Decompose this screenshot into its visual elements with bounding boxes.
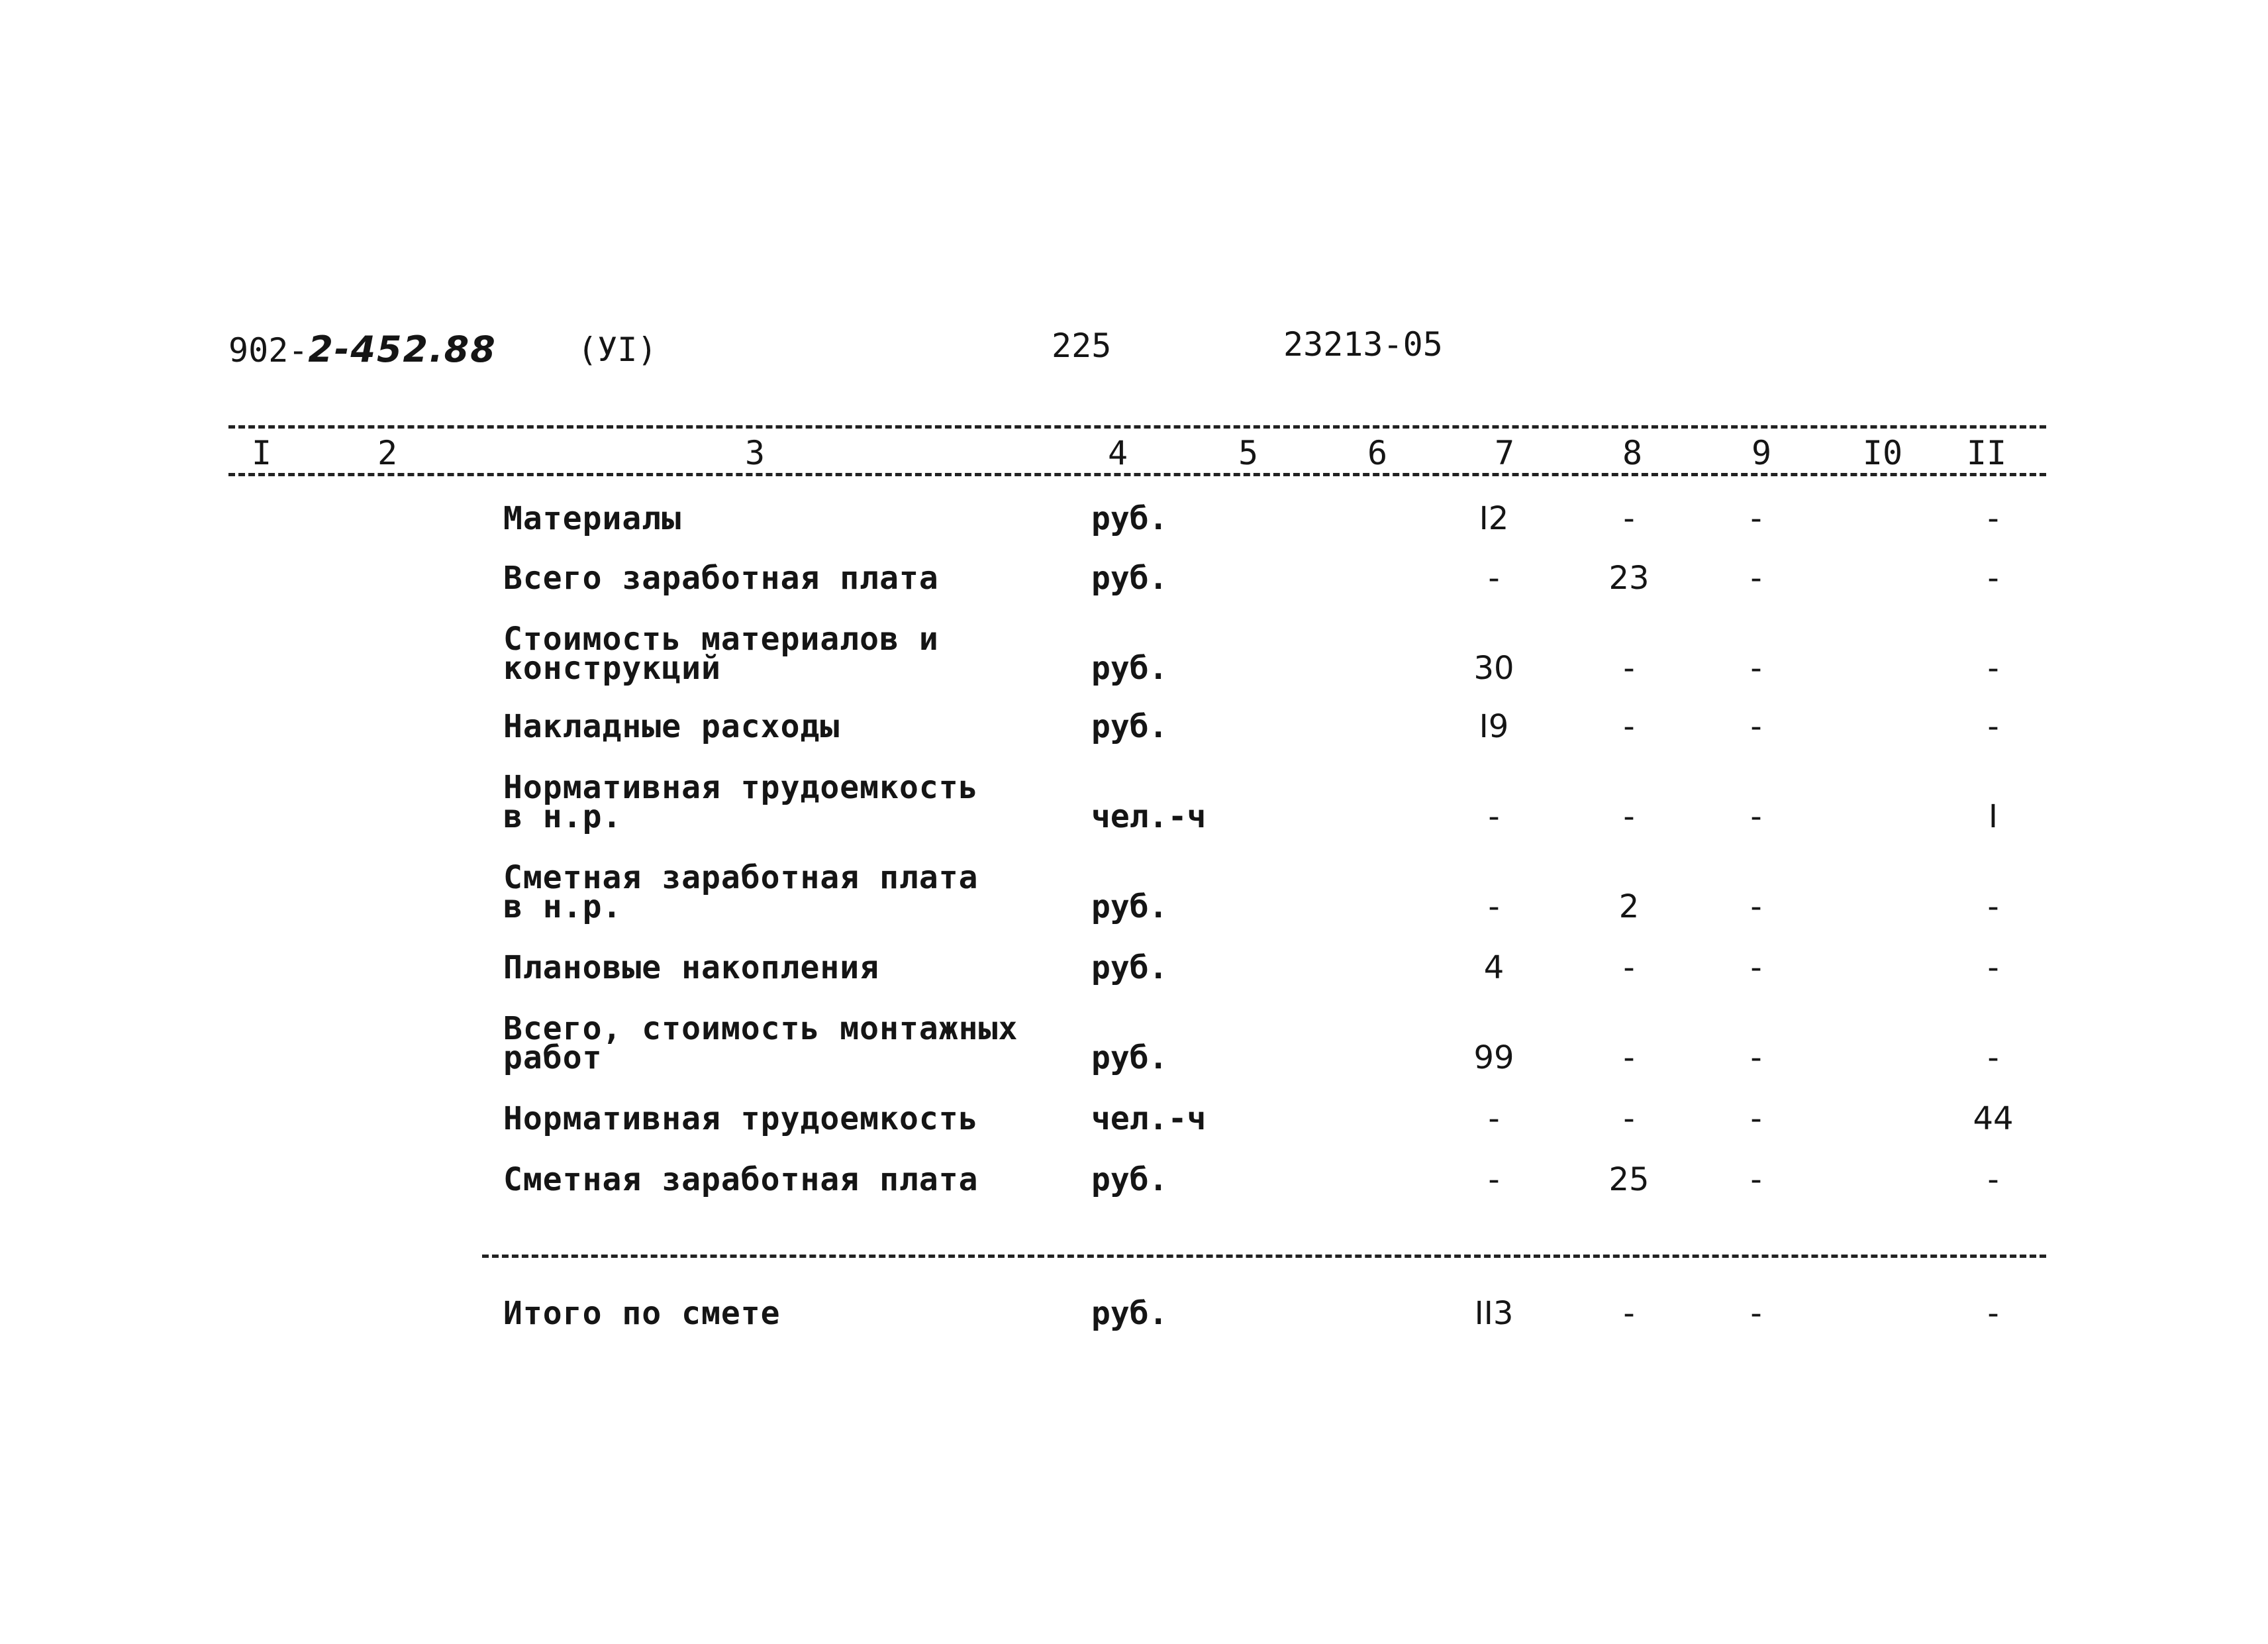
row-unit: руб. — [1091, 500, 1168, 537]
column-number: 7 — [1494, 434, 1515, 472]
row-value-c8: - — [1623, 708, 1635, 745]
row-value-c8: 23 — [1608, 560, 1650, 597]
column-number: 8 — [1622, 434, 1643, 472]
row-value-c8: - — [1623, 1039, 1635, 1076]
row-value-c11: - — [1987, 500, 1999, 537]
row-label: Всего, стоимость монтажных — [503, 1010, 1018, 1047]
page-number: 225 — [1052, 327, 1112, 365]
row-value-c9: - — [1750, 1039, 1762, 1076]
row-unit: руб. — [1091, 888, 1168, 925]
total-unit: руб. — [1091, 1295, 1168, 1332]
row-value-c7: - — [1488, 560, 1500, 597]
row-value-c9: - — [1750, 560, 1762, 597]
row-value-c11: - — [1987, 1039, 1999, 1076]
column-number: 3 — [744, 434, 765, 472]
row-value-c8: 2 — [1618, 888, 1640, 925]
row-value-c9: - — [1750, 798, 1762, 835]
column-number: 2 — [377, 434, 398, 472]
series-printed: 902- — [228, 331, 309, 370]
row-value-c11: - — [1987, 949, 1999, 986]
row-value-c7: - — [1488, 888, 1500, 925]
row-label: Нормативная трудоемкость — [503, 769, 979, 806]
header-rule-top — [228, 425, 2046, 429]
row-value-c7: - — [1488, 1161, 1500, 1198]
row-label: в н.р. — [503, 888, 622, 925]
row-value-c11: 44 — [1973, 1100, 2014, 1137]
column-number: I0 — [1862, 434, 1903, 472]
row-label: Материалы — [503, 500, 682, 537]
row-label: Сметная заработная плата — [503, 859, 979, 896]
doc-volume: (УI) — [577, 331, 658, 369]
row-unit: руб. — [1091, 1161, 1168, 1198]
row-value-c8: 25 — [1608, 1161, 1650, 1198]
row-value-c8: - — [1623, 798, 1635, 835]
row-value-c9: - — [1750, 1100, 1762, 1137]
row-value-c7: I9 — [1479, 708, 1509, 745]
column-number: 6 — [1367, 434, 1388, 472]
row-label: Накладные расходы — [503, 708, 840, 745]
row-value-c7: 99 — [1473, 1039, 1514, 1076]
row-label: Плановые накопления — [503, 949, 880, 986]
row-value-c9: - — [1750, 888, 1762, 925]
total-col11: - — [1987, 1295, 1999, 1332]
column-number: 4 — [1107, 434, 1128, 472]
row-value-c9: - — [1750, 1161, 1762, 1198]
total-col9: - — [1750, 1295, 1762, 1332]
row-label: работ — [503, 1039, 603, 1076]
row-value-c7: 30 — [1473, 650, 1514, 687]
row-value-c9: - — [1750, 708, 1762, 745]
row-label: Всего заработная плата — [503, 560, 939, 597]
row-value-c7: - — [1488, 798, 1500, 835]
total-separator — [482, 1255, 2046, 1258]
row-unit: руб. — [1091, 650, 1168, 687]
column-number: I — [251, 434, 272, 472]
row-unit: руб. — [1091, 1039, 1168, 1076]
row-value-c8: - — [1623, 650, 1635, 687]
row-value-c9: - — [1750, 949, 1762, 986]
row-value-c9: - — [1750, 500, 1762, 537]
row-value-c8: - — [1623, 1100, 1635, 1137]
row-unit: чел.-ч — [1091, 798, 1207, 835]
row-label: Нормативная трудоемкость — [503, 1100, 979, 1137]
row-unit: руб. — [1091, 708, 1168, 745]
row-value-c7: - — [1488, 1100, 1500, 1137]
row-label: конструкций — [503, 650, 721, 687]
album-code: 23213-05 — [1283, 325, 1443, 364]
row-label: Стоимость материалов и — [503, 621, 939, 658]
column-number: 5 — [1238, 434, 1259, 472]
row-value-c7: 4 — [1483, 949, 1504, 986]
row-unit: руб. — [1091, 949, 1168, 986]
row-value-c11: - — [1987, 888, 1999, 925]
row-value-c11: - — [1987, 650, 1999, 687]
column-number: 9 — [1751, 434, 1772, 472]
row-value-c8: - — [1623, 949, 1635, 986]
row-value-c8: - — [1623, 500, 1635, 537]
row-value-c11: I — [1988, 798, 1998, 835]
total-label: Итого по смете — [503, 1295, 781, 1332]
doc-series — [228, 330, 497, 370]
total-col7: II3 — [1474, 1295, 1514, 1332]
row-label: Сметная заработная плата — [503, 1161, 979, 1198]
row-value-c11: - — [1987, 708, 1999, 745]
total-col8: - — [1623, 1295, 1635, 1332]
header-rule-bottom — [228, 473, 2046, 476]
row-value-c7: I2 — [1479, 500, 1509, 537]
row-unit: руб. — [1091, 560, 1168, 597]
row-value-c11: - — [1987, 1161, 1999, 1198]
row-value-c11: - — [1987, 560, 1999, 597]
series-handwritten: 2-452.88 — [308, 329, 497, 370]
row-label: в н.р. — [503, 798, 622, 835]
row-unit: чел.-ч — [1091, 1100, 1207, 1137]
column-number: II — [1966, 434, 2007, 472]
row-value-c9: - — [1750, 650, 1762, 687]
